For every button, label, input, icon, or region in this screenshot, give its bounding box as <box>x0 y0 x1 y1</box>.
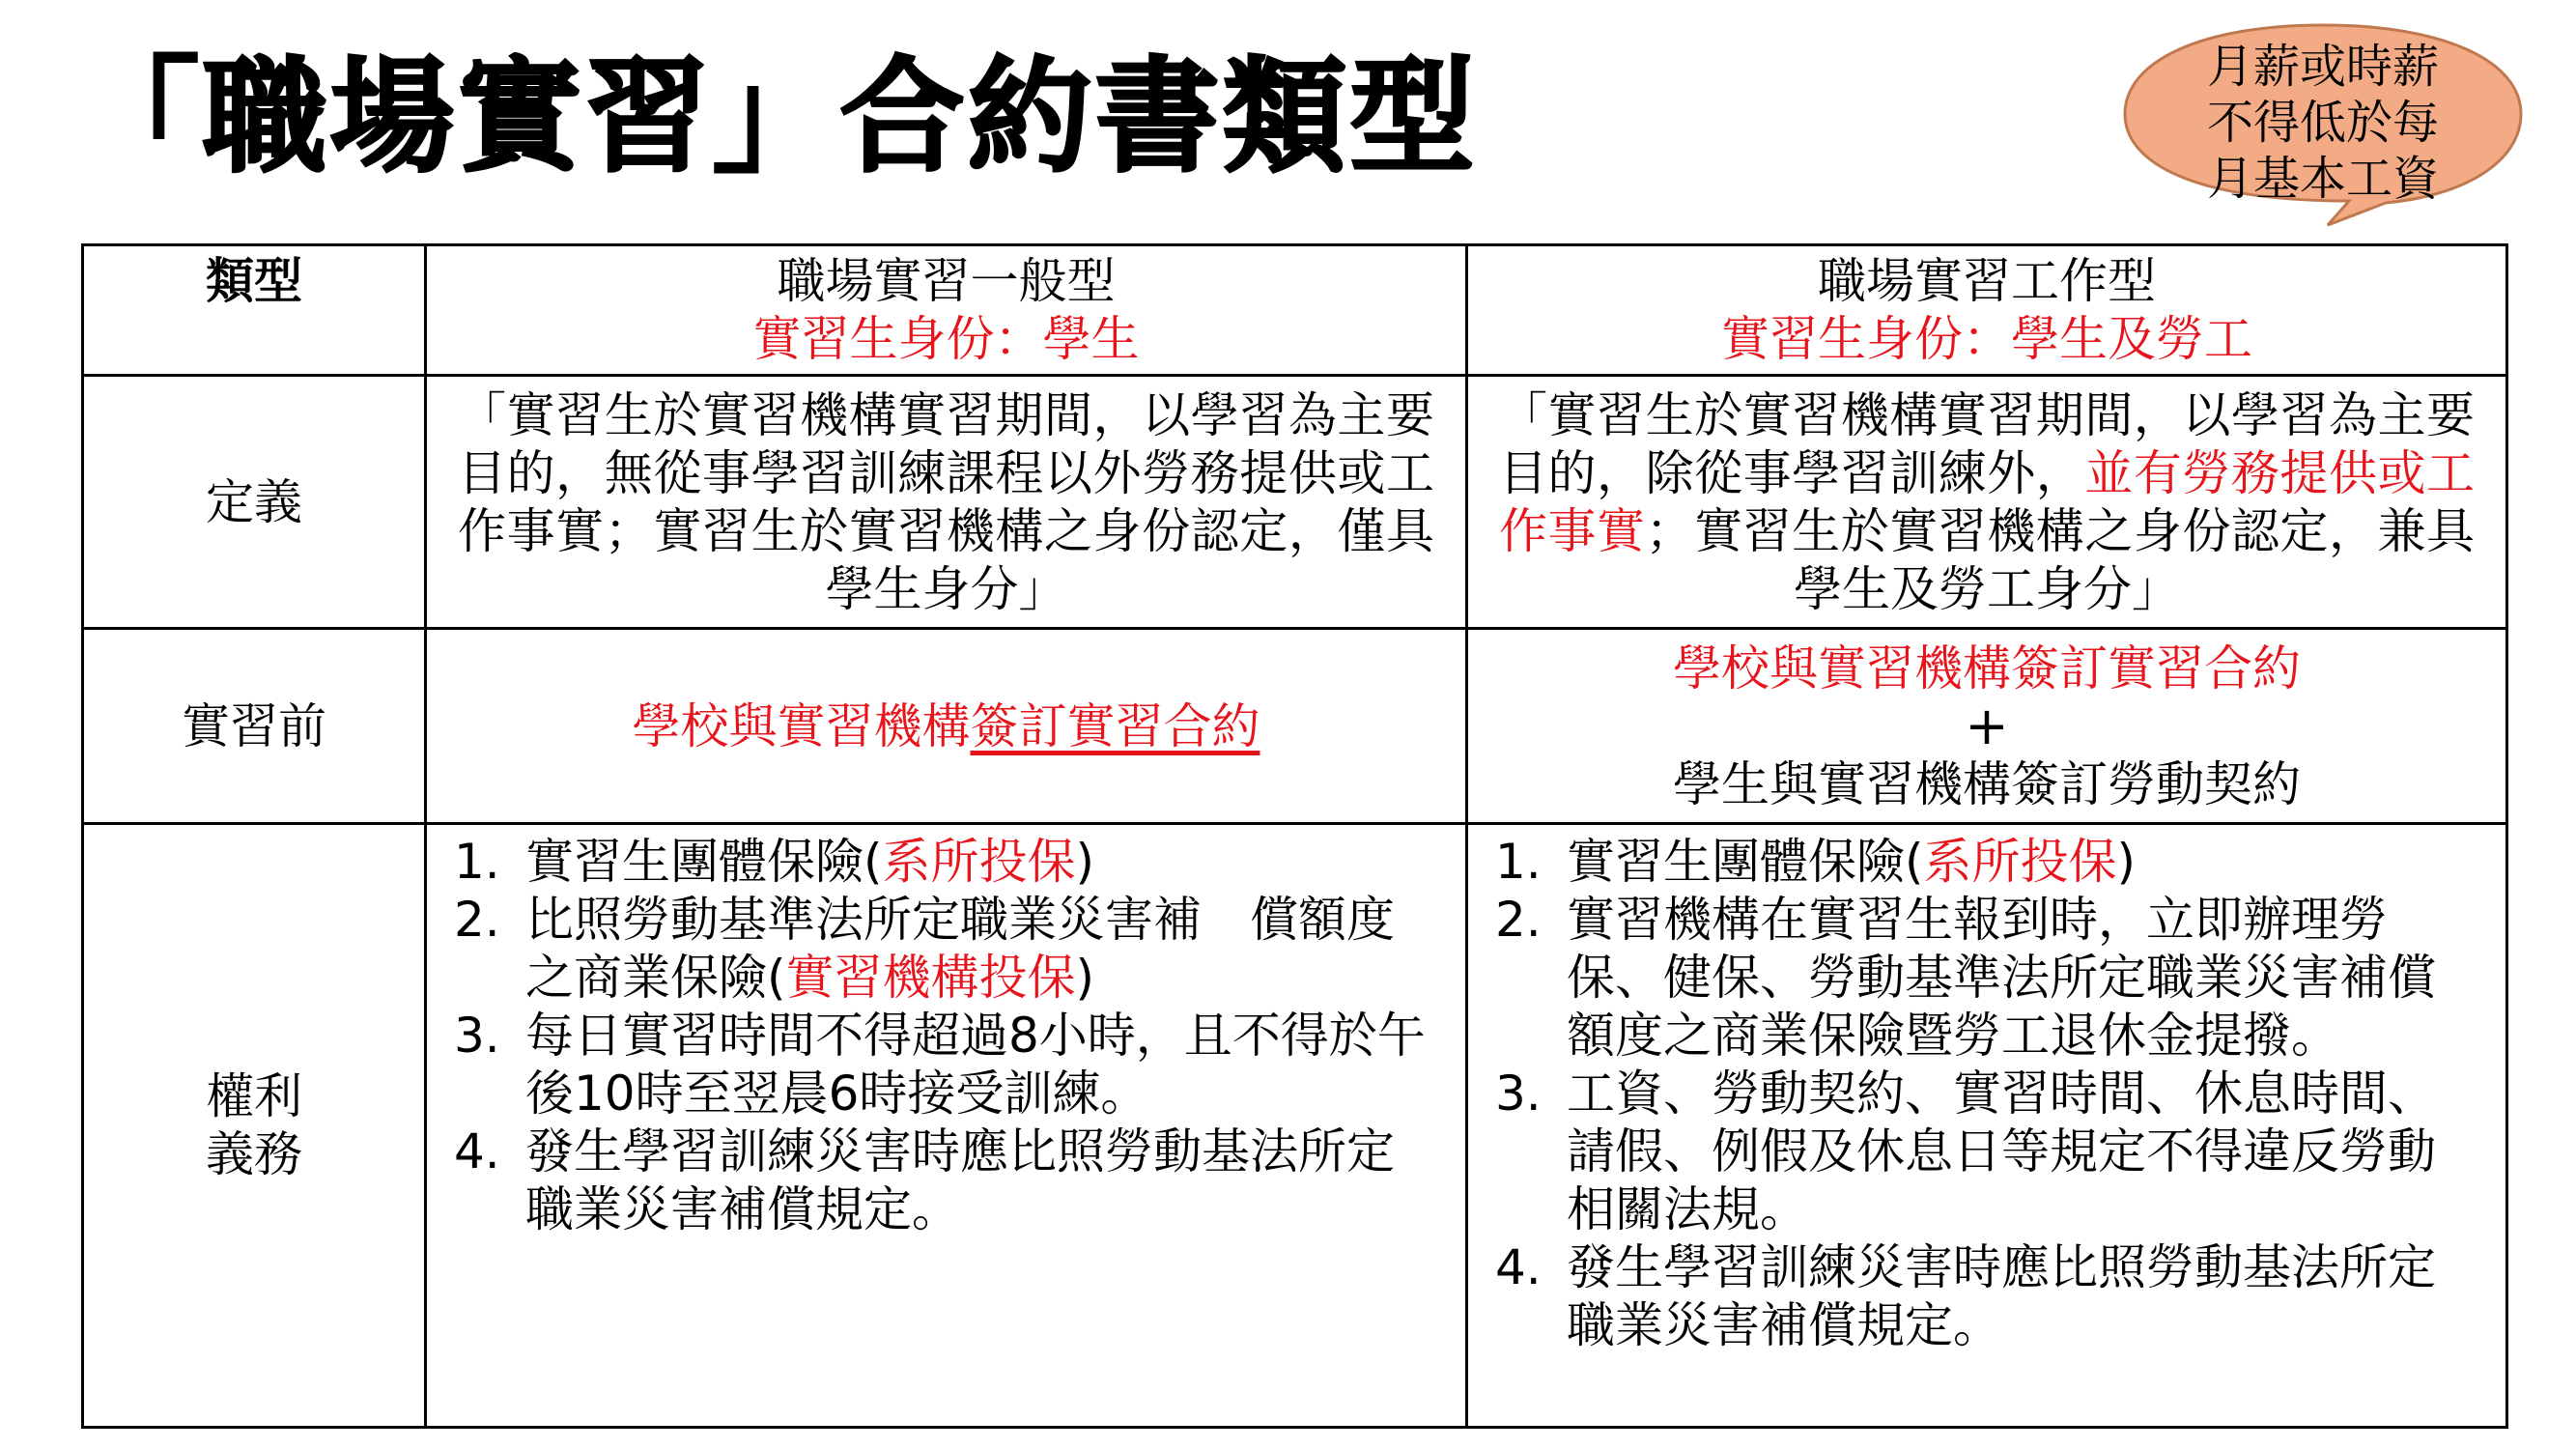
list-item: 4. 發生學習訓練災害時應比照勞動基法所定職業災害補償規定。 <box>454 1123 1395 1237</box>
rights-general <box>426 824 1467 1428</box>
callout-text: 月薪或時薪 不得低於每 月基本工資 <box>2206 40 2439 206</box>
rights-work-list <box>1468 833 2505 1354</box>
row-label-definition: 定義 <box>83 376 426 629</box>
rights-general-list <box>427 833 1465 1238</box>
table-row-definition <box>83 376 2507 629</box>
work-type-status: 實習生身份：學生及勞工 <box>1721 311 2252 367</box>
plus-sign: + <box>1965 695 2009 756</box>
contract-type-table <box>81 243 2508 1429</box>
row-label-type: 類型 <box>83 245 426 376</box>
list-item: 1. 實習生團體保險(系所投保) <box>454 834 1095 890</box>
list-item: 3. 工資、勞動契約、實習時間、休息時間、請假、例假及休息日等規定不得違反勞動相關法規。 <box>1495 1065 2436 1237</box>
pre-internship-work: 學校與實習機構簽訂實習合約 + 學生與實習機構簽訂勞動契約 <box>1467 629 2507 824</box>
work-type-name: 職場實習工作型 <box>1818 253 2156 309</box>
row-label-pre-internship: 實習前 <box>83 629 426 824</box>
definition-work: 「實習生於實習機構實習期間，以學習為主要目的，除從事學習訓練外，並有勞務提供或工作事實；實習生於實習機構之身份認定，兼具學生及勞工身分」 <box>1467 376 2507 629</box>
general-type-status: 實習生身份：學生 <box>752 311 1140 367</box>
table-row-pre-internship <box>83 629 2507 824</box>
general-type-name: 職場實習一般型 <box>777 253 1116 309</box>
list-item: 2. 比照勞動基準法所定職業災害補 償額度之商業保險(實習機構投保) <box>454 892 1395 1006</box>
list-item: 1. 實習生團體保險(系所投保) <box>1495 834 2137 890</box>
row-label-rights: 權利 義務 <box>83 824 426 1428</box>
list-item: 4. 發生學習訓練災害時應比照勞動基法所定職業災害補償規定。 <box>1495 1239 2436 1353</box>
list-item: 3. 每日實習時間不得超過8小時，且不得於午後10時至翌晨6時接受訓練。 <box>454 1008 1426 1122</box>
speech-bubble-callout <box>2096 17 2550 230</box>
rights-work <box>1467 824 2507 1428</box>
header-general <box>426 245 1467 376</box>
page-title: 「職場實習」合約書類型 <box>75 45 1479 189</box>
header-work <box>1467 245 2507 376</box>
definition-work-highlight: 並有勞務提供或工作事實 <box>1499 444 2476 559</box>
table-row-type <box>83 245 2507 376</box>
pre-internship-general: 學校與實習機構簽訂實習合約 <box>426 629 1467 824</box>
underlined-contract-text: 簽訂實習合約 <box>970 697 1260 754</box>
definition-general: 「實習生於實習機構實習期間，以學習為主要目的，無從事學習訓練課程以外勞務提供或工作事實；實習生於實習機構之身份認定，僅具學生身分」 <box>426 376 1467 629</box>
list-item: 2. 實習機構在實習生報到時，立即辦理勞保、健保、勞動基準法所定職業災害補償額度之商業保險暨勞工退休金提撥。 <box>1495 892 2436 1064</box>
table-row-rights <box>83 824 2507 1428</box>
